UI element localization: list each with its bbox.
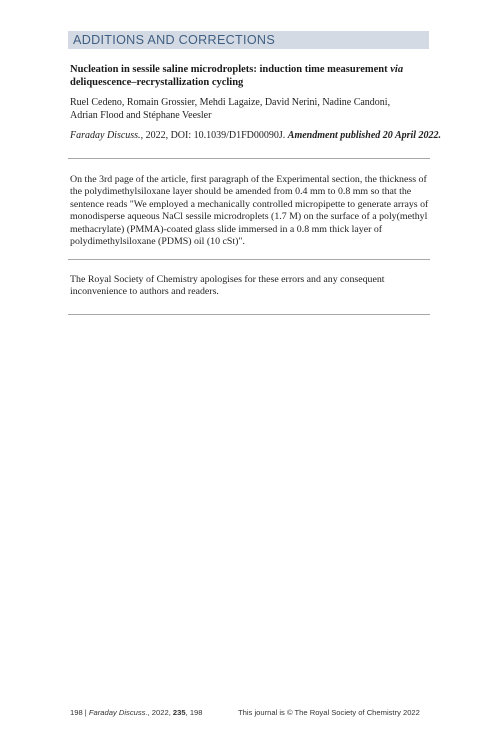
- apology-paragraph: The Royal Society of Chemistry apologises for these errors and any consequent inconvenience to authors and readers.: [70, 274, 385, 298]
- citation-line: [70, 130, 442, 143]
- article-title-part1: Nucleation in sessile saline microdroplets: induction time measurement: [70, 64, 391, 75]
- article-title-part2: deliquescence–recrystallization cycling: [70, 77, 244, 88]
- amendment-note: Amendment published 20 April 2022.: [287, 130, 442, 141]
- footer-copyright: This journal is © The Royal Society of Chemistry 2022: [238, 708, 420, 717]
- article-title-italic: via: [390, 64, 404, 75]
- page-footer: [70, 708, 440, 717]
- author-line-1: Ruel Cedeno, Romain Grossier, Mehdi Lagaize, David Nerini, Nadine Candoni,: [70, 97, 391, 108]
- citation-details: , 2022, DOI: 10.1039/D1FD00090J.: [140, 130, 288, 141]
- page-number: 198: [70, 708, 83, 717]
- footer-separator: |: [84, 708, 87, 717]
- section-banner: [68, 31, 429, 49]
- article-title: [70, 63, 430, 89]
- author-line-2: Adrian Flood and Stéphane Veesler: [70, 109, 212, 121]
- footer-year: , 2022,: [147, 708, 173, 717]
- citation-journal: Faraday Discuss.: [70, 130, 141, 141]
- author-list: [70, 97, 430, 122]
- divider-3: [68, 314, 430, 315]
- footer-pages: , 198: [185, 708, 203, 717]
- footer-journal: Faraday Discuss.: [88, 708, 148, 717]
- section-banner-label: ADDITIONS AND CORRECTIONS: [73, 33, 276, 47]
- divider-2: [68, 259, 430, 260]
- footer-volume: 235: [172, 708, 186, 717]
- divider-1: [68, 158, 430, 159]
- correction-paragraph: On the 3rd page of the article, first paragraph of the Experimental section, the thickness of the polydimethylsiloxane layer should be amended from 0.4 mm to 0.8 mm so that the sentence reads "We employed a mechanically controlled micropipette to generate arrays of monodisperse aqueous NaCl sessile microdroplets (1.7 M) on the surface of a poly(methyl methacrylate) (PMMA)-coated glass slide immersed in a 0.8 mm thick layer of polydimethylsiloxane (PDMS) oil (10 cSt)".: [70, 174, 429, 248]
